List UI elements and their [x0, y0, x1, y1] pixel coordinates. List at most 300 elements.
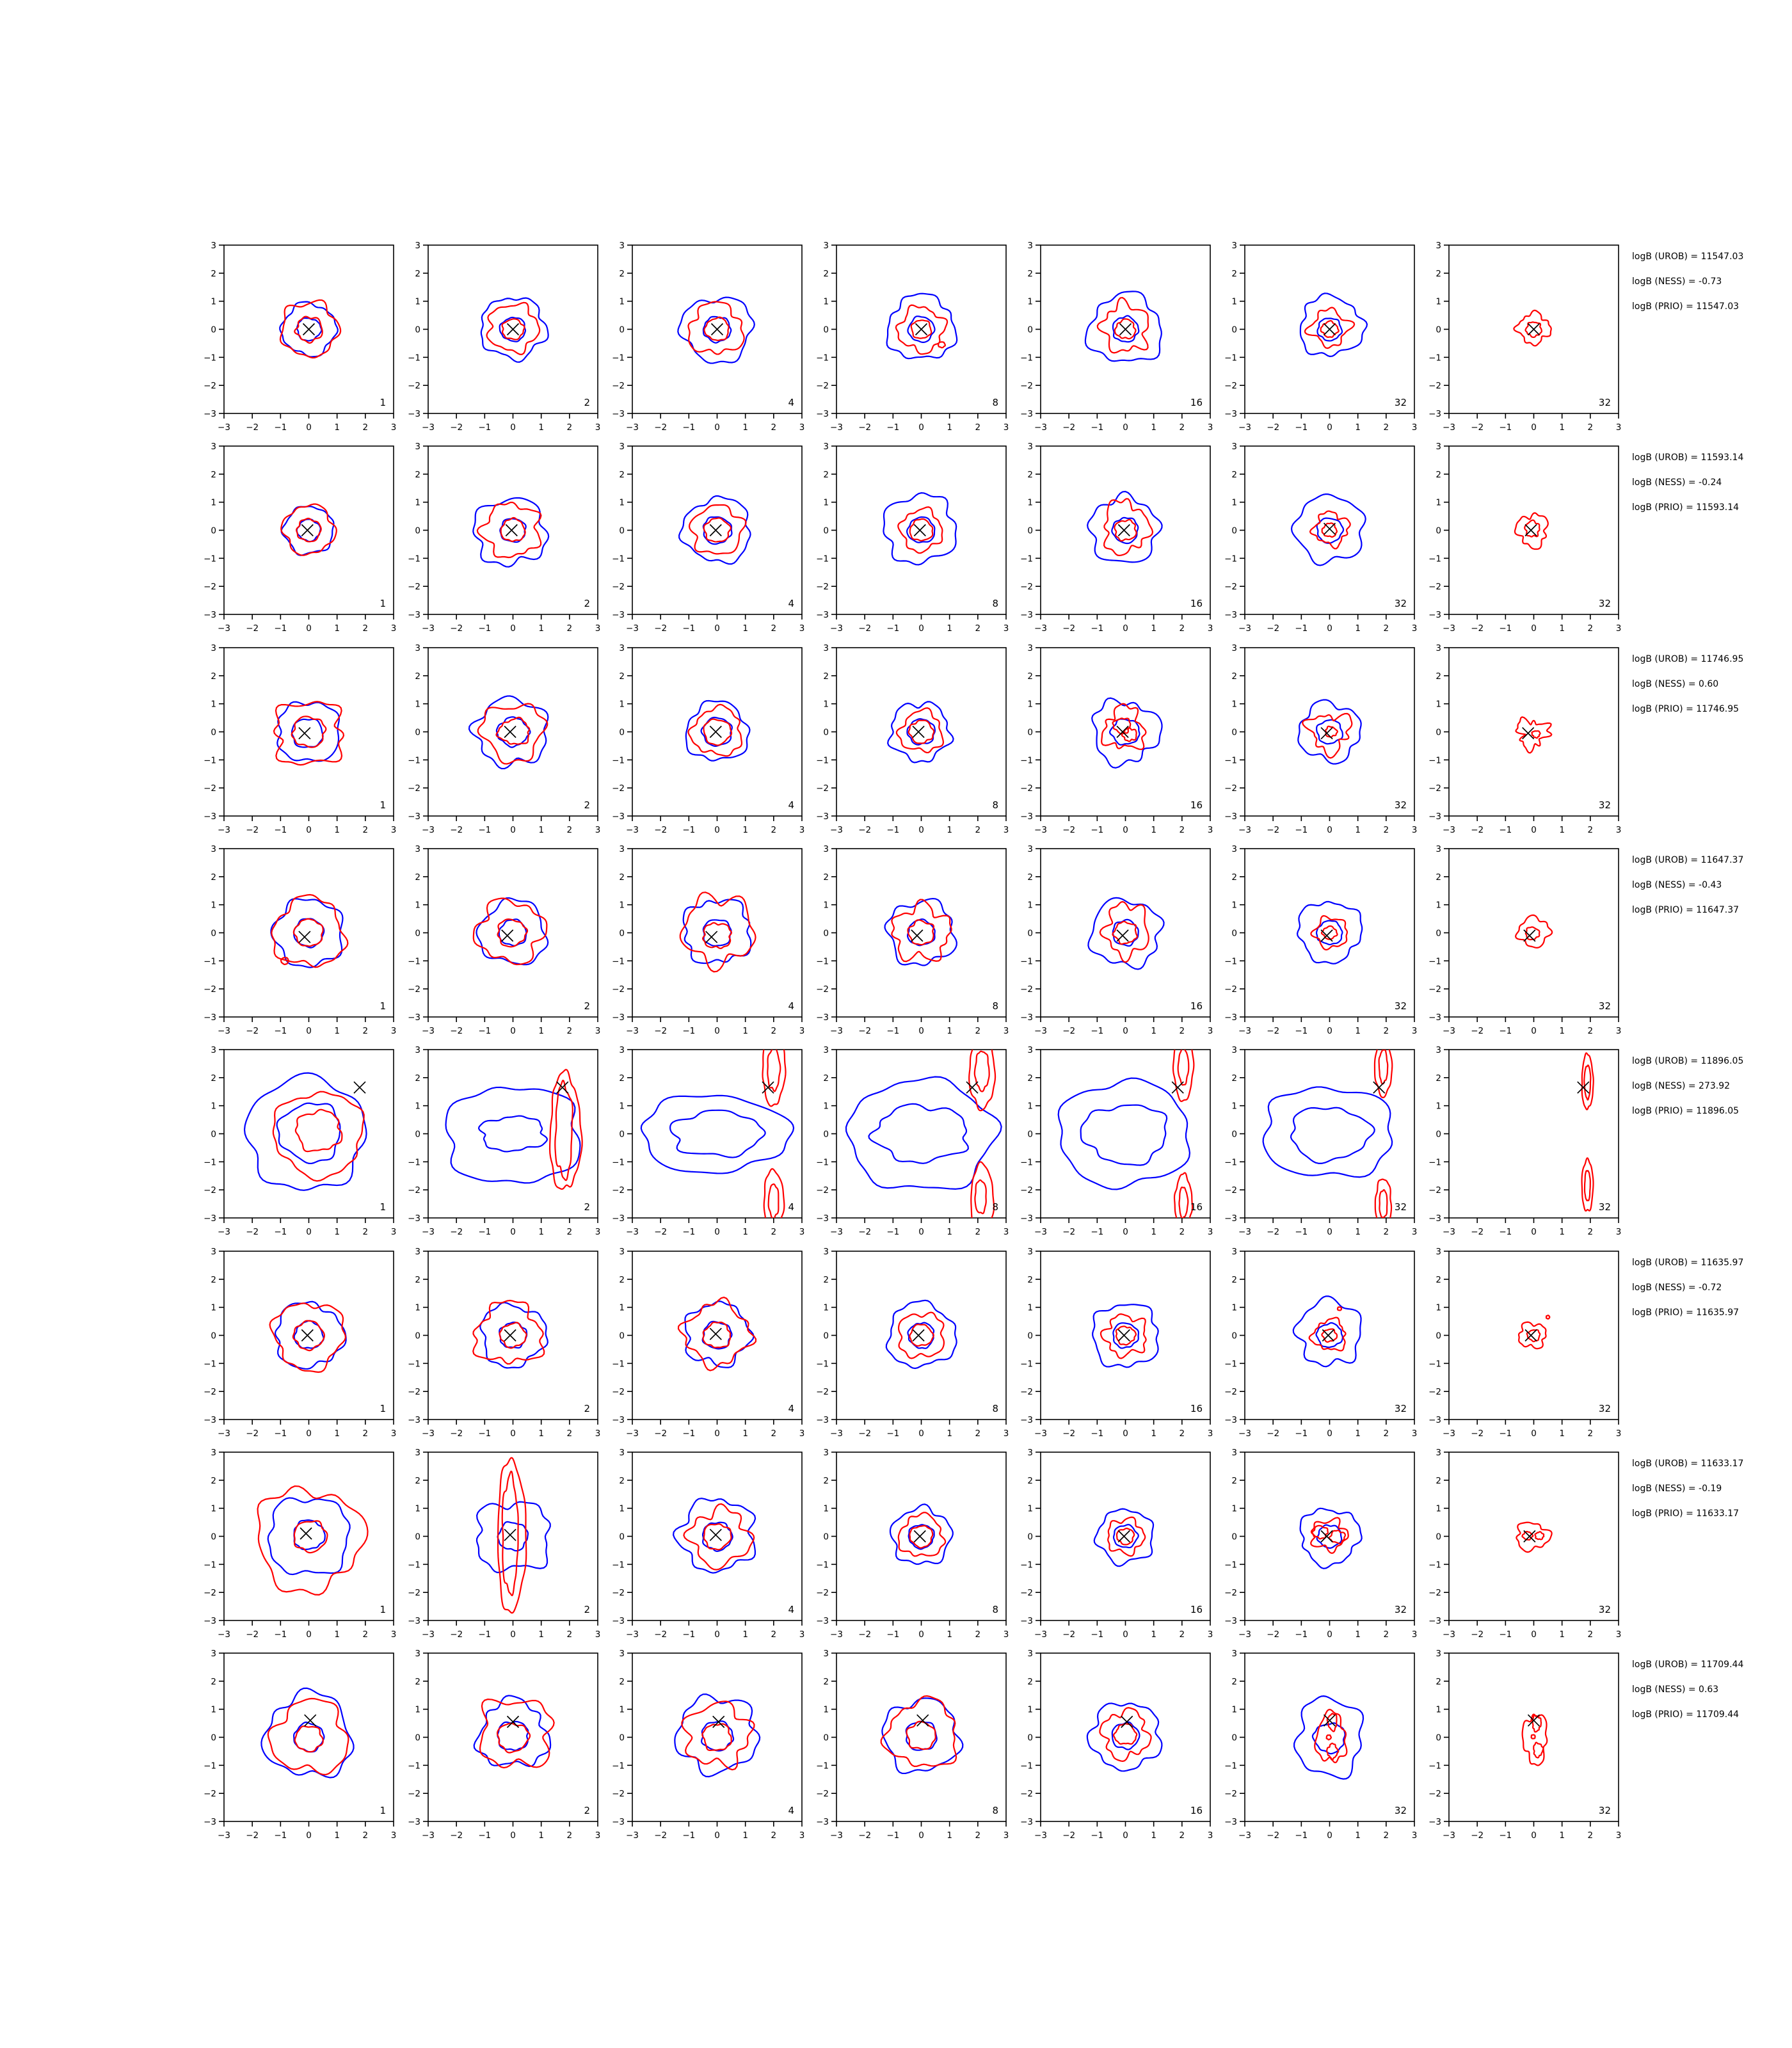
x-tick-label: −3 — [626, 1227, 639, 1238]
y-tick-label: 0 — [1231, 324, 1237, 335]
contour-panel — [607, 1244, 818, 1439]
x-tick-label: 2 — [1179, 824, 1185, 835]
x-tick-label: −2 — [1267, 1629, 1280, 1640]
red-contour — [555, 1080, 572, 1180]
y-tick-label: −1 — [204, 1157, 216, 1168]
y-tick-label: 2 — [211, 1073, 216, 1084]
x-tick-label: −2 — [1062, 1227, 1076, 1238]
y-tick-label: −2 — [1020, 1587, 1033, 1598]
x-tick-label: −1 — [274, 1830, 287, 1841]
red-contour — [498, 1458, 526, 1613]
blue-contour — [882, 1698, 963, 1773]
contour-panel — [1219, 841, 1430, 1036]
x-tick-label: 3 — [1615, 1830, 1622, 1841]
contour-panel — [198, 1645, 410, 1841]
y-tick-label: 3 — [1231, 1649, 1237, 1660]
contour-panel — [607, 1444, 818, 1640]
x-tick-label: 1 — [947, 623, 952, 634]
axes-box — [836, 446, 1006, 614]
y-tick-label: 0 — [211, 1732, 216, 1743]
x-tick-label: 3 — [1411, 623, 1418, 634]
x-tick-label: 0 — [306, 422, 312, 433]
x-tick-label: −1 — [886, 1830, 900, 1841]
blue-contour — [244, 1073, 367, 1190]
true-point-marker — [504, 1529, 516, 1540]
x-tick-label: 0 — [510, 824, 516, 835]
panel-sample-count-label: 16 — [1190, 1201, 1203, 1213]
y-tick-label: −2 — [1428, 582, 1441, 593]
x-tick-label: −1 — [1091, 1629, 1104, 1640]
y-tick-label: −3 — [204, 1213, 216, 1224]
y-tick-label: 1 — [211, 900, 216, 911]
x-tick-label: −1 — [1295, 1428, 1308, 1439]
y-tick-label: −1 — [408, 353, 420, 364]
panel-sample-count-label: 2 — [584, 1603, 590, 1615]
x-tick-label: −1 — [1091, 824, 1104, 835]
y-tick-label: 1 — [1231, 900, 1237, 911]
y-tick-label: −2 — [204, 1386, 216, 1397]
x-tick-label: 0 — [918, 1428, 924, 1439]
contour-panel — [1015, 237, 1226, 433]
y-tick-label: 0 — [1027, 727, 1033, 738]
x-tick-label: 0 — [1123, 824, 1128, 835]
y-tick-label: 3 — [211, 643, 216, 653]
y-tick-label: 1 — [415, 900, 420, 911]
logb-annotation-line: logB (UROB) = 11547.03 — [1632, 252, 1744, 262]
axes-box — [224, 1050, 394, 1218]
true-point-marker — [303, 324, 315, 335]
panel-sample-count-label: 1 — [380, 799, 386, 811]
x-tick-label: −1 — [682, 623, 696, 634]
y-tick-label: −1 — [612, 554, 625, 564]
y-tick-label: 0 — [1027, 928, 1033, 939]
x-tick-label: 3 — [1411, 1025, 1418, 1036]
y-tick-label: 3 — [1436, 844, 1441, 854]
y-tick-label: 2 — [415, 1274, 420, 1285]
blue-contour — [886, 1300, 957, 1368]
blue-contour — [907, 719, 934, 745]
x-tick-label: 2 — [1587, 1428, 1594, 1439]
panel-sample-count-label: 4 — [788, 799, 794, 811]
x-tick-label: 2 — [771, 1629, 777, 1640]
x-tick-label: −1 — [478, 824, 492, 835]
panel-sample-count-label: 1 — [380, 397, 386, 408]
y-tick-label: −1 — [1020, 1157, 1033, 1168]
x-tick-label: 0 — [306, 1629, 312, 1640]
y-tick-label: 0 — [211, 727, 216, 738]
y-tick-label: 3 — [415, 1447, 420, 1458]
y-tick-label: 0 — [415, 727, 420, 738]
y-tick-label: −1 — [612, 1157, 625, 1168]
axes-box — [632, 446, 802, 614]
x-tick-label: 1 — [1151, 1428, 1156, 1439]
y-tick-label: 2 — [1231, 1073, 1237, 1084]
y-tick-label: 0 — [415, 324, 420, 335]
y-tick-label: −3 — [408, 1615, 420, 1626]
x-tick-label: 1 — [538, 422, 544, 433]
blue-contour — [1317, 518, 1343, 543]
y-tick-label: −2 — [204, 1789, 216, 1800]
contour-panel — [607, 1042, 818, 1237]
true-point-marker — [502, 930, 513, 941]
red-contour — [1338, 1307, 1341, 1310]
x-tick-label: −1 — [682, 1025, 696, 1036]
x-tick-label: −2 — [1471, 1025, 1484, 1036]
true-point-marker — [301, 1329, 313, 1341]
y-tick-label: 0 — [211, 324, 216, 335]
y-tick-label: 0 — [823, 727, 829, 738]
contour-panel — [1015, 438, 1226, 634]
y-tick-label: −2 — [816, 381, 829, 392]
y-tick-label: −1 — [408, 956, 420, 967]
x-tick-label: −3 — [830, 1025, 843, 1036]
y-tick-label: 0 — [1231, 525, 1237, 536]
logb-annotation-line: logB (PRIO) = 11709.44 — [1632, 1709, 1740, 1720]
true-point-marker — [1120, 324, 1132, 335]
x-tick-label: 3 — [799, 824, 805, 835]
red-contour — [682, 1701, 754, 1770]
x-tick-label: 2 — [975, 623, 981, 634]
x-tick-label: −2 — [654, 1227, 668, 1238]
x-tick-label: 0 — [714, 1629, 720, 1640]
x-tick-label: 1 — [1559, 1428, 1565, 1439]
y-tick-label: 0 — [415, 1129, 420, 1140]
y-tick-label: −2 — [816, 984, 829, 995]
y-tick-label: −3 — [408, 811, 420, 822]
x-tick-label: −1 — [1499, 623, 1512, 634]
x-tick-label: 0 — [918, 1227, 924, 1238]
x-tick-label: −2 — [246, 1025, 259, 1036]
x-tick-label: −3 — [218, 1025, 230, 1036]
x-tick-label: 3 — [1003, 1629, 1009, 1640]
true-point-marker — [710, 726, 721, 737]
x-tick-label: 1 — [947, 422, 952, 433]
panel-sample-count-label: 32 — [1598, 1805, 1611, 1817]
x-tick-label: −3 — [830, 1629, 843, 1640]
x-tick-label: 3 — [1615, 1629, 1622, 1640]
y-tick-label: −3 — [1428, 1213, 1441, 1224]
x-tick-label: −3 — [1238, 1227, 1251, 1238]
red-contour — [296, 518, 321, 541]
true-point-marker — [913, 726, 924, 737]
axes-box — [1041, 1251, 1210, 1420]
axes-box — [224, 1251, 394, 1420]
blue-contour — [479, 1116, 547, 1152]
x-tick-label: −3 — [218, 1629, 230, 1640]
panel-sample-count-label: 2 — [584, 1805, 590, 1817]
x-tick-label: 3 — [595, 824, 601, 835]
x-tick-label: −1 — [1091, 1830, 1104, 1841]
x-tick-label: −1 — [886, 1629, 900, 1640]
panel-sample-count-label: 32 — [1394, 1000, 1407, 1012]
x-tick-label: −2 — [450, 1227, 463, 1238]
y-tick-label: −2 — [408, 984, 420, 995]
y-tick-label: −1 — [1020, 353, 1033, 364]
y-tick-label: 0 — [1436, 928, 1441, 939]
y-tick-label: 2 — [1231, 1475, 1237, 1486]
contour-panel — [811, 1645, 1022, 1841]
x-tick-label: 2 — [1179, 422, 1185, 433]
contour-panel — [198, 438, 410, 634]
red-contour — [689, 505, 746, 554]
axes-box — [632, 849, 802, 1017]
y-tick-label: 3 — [823, 643, 829, 653]
true-point-marker — [299, 931, 310, 943]
x-tick-label: 3 — [1615, 1428, 1622, 1439]
y-tick-label: −3 — [1020, 1615, 1033, 1626]
contour-panel — [1423, 1244, 1635, 1439]
y-tick-label: 3 — [1027, 241, 1033, 251]
x-tick-label: 2 — [1587, 623, 1594, 634]
x-tick-label: 2 — [566, 1025, 573, 1036]
y-tick-label: 3 — [211, 1246, 216, 1257]
red-contour — [763, 1042, 786, 1106]
x-tick-label: 0 — [306, 1025, 312, 1036]
axes-box — [224, 648, 394, 816]
panel-sample-count-label: 1 — [380, 1201, 386, 1213]
contour-panel — [1219, 1645, 1430, 1841]
red-contour — [1546, 1315, 1549, 1318]
y-tick-label: −3 — [204, 610, 216, 621]
blue-contour — [277, 701, 339, 761]
x-tick-label: −1 — [1091, 1428, 1104, 1439]
contour-panel — [1219, 640, 1430, 835]
y-tick-label: −2 — [816, 1789, 829, 1800]
y-tick-label: 3 — [211, 442, 216, 452]
x-tick-label: 1 — [538, 1025, 544, 1036]
y-tick-label: 0 — [823, 1532, 829, 1542]
x-tick-label: 3 — [595, 1830, 601, 1841]
y-tick-label: −1 — [1224, 1157, 1237, 1168]
y-tick-label: 3 — [1027, 844, 1033, 854]
y-tick-label: −2 — [1020, 1386, 1033, 1397]
red-contour — [1100, 902, 1149, 962]
contour-panel — [1015, 1042, 1226, 1237]
y-tick-label: 1 — [1231, 1302, 1237, 1313]
y-tick-label: 1 — [823, 699, 829, 710]
x-tick-label: 0 — [714, 1227, 720, 1238]
panel-sample-count-label: 32 — [1394, 397, 1407, 408]
x-tick-label: −1 — [274, 1025, 287, 1036]
x-tick-label: 1 — [947, 1629, 952, 1640]
x-tick-label: 3 — [1207, 1629, 1213, 1640]
y-tick-label: −2 — [408, 381, 420, 392]
y-tick-label: 2 — [415, 268, 420, 279]
y-tick-label: −2 — [204, 582, 216, 593]
x-tick-label: −1 — [1091, 422, 1104, 433]
y-tick-label: −3 — [612, 409, 625, 419]
x-tick-label: 0 — [510, 1830, 516, 1841]
x-tick-label: 0 — [510, 1227, 516, 1238]
x-tick-label: 3 — [390, 1025, 397, 1036]
axes-box — [836, 1050, 1006, 1218]
x-tick-label: 3 — [1411, 824, 1418, 835]
true-point-marker — [504, 726, 516, 737]
x-tick-label: −2 — [1062, 1428, 1076, 1439]
x-tick-label: 0 — [714, 824, 720, 835]
y-tick-label: 1 — [1027, 1101, 1033, 1112]
red-contour — [1379, 1190, 1387, 1217]
x-tick-label: 2 — [1383, 1227, 1389, 1238]
x-tick-label: 0 — [1123, 1428, 1128, 1439]
y-tick-label: 1 — [823, 1302, 829, 1313]
x-tick-label: 1 — [742, 824, 748, 835]
x-tick-label: 3 — [1207, 1025, 1213, 1036]
x-tick-label: −1 — [1091, 623, 1104, 634]
y-tick-label: −1 — [1020, 956, 1033, 967]
x-tick-label: 2 — [566, 422, 573, 433]
x-tick-label: 0 — [714, 623, 720, 634]
x-tick-label: 1 — [1355, 422, 1361, 433]
x-tick-label: −2 — [1471, 1227, 1484, 1238]
red-contour — [688, 704, 742, 755]
y-tick-label: 0 — [619, 324, 625, 335]
y-tick-label: −2 — [1020, 1789, 1033, 1800]
panel-sample-count-label: 32 — [1598, 598, 1611, 610]
y-tick-label: −2 — [816, 1185, 829, 1196]
x-tick-label: 1 — [334, 1025, 340, 1036]
x-tick-label: −1 — [274, 1428, 287, 1439]
x-tick-label: −2 — [246, 1428, 259, 1439]
x-tick-label: −1 — [886, 1025, 900, 1036]
y-tick-label: 1 — [211, 497, 216, 508]
x-tick-label: −1 — [1295, 623, 1308, 634]
y-tick-label: 2 — [1231, 268, 1237, 279]
y-tick-label: 3 — [619, 1246, 625, 1257]
y-tick-label: −1 — [408, 1761, 420, 1772]
x-tick-label: 1 — [334, 623, 340, 634]
y-tick-label: −1 — [612, 1761, 625, 1772]
x-tick-label: 3 — [1615, 1025, 1622, 1036]
y-tick-label: −1 — [816, 1157, 829, 1168]
x-tick-label: 3 — [1207, 824, 1213, 835]
x-tick-label: −3 — [830, 623, 843, 634]
y-tick-label: 1 — [823, 1704, 829, 1715]
contour-panel — [403, 1042, 614, 1237]
y-tick-label: 1 — [1231, 1704, 1237, 1715]
x-tick-label: −3 — [1238, 1428, 1251, 1439]
y-tick-label: 3 — [415, 442, 420, 452]
x-tick-label: −1 — [478, 623, 492, 634]
x-tick-label: 3 — [1003, 1830, 1009, 1841]
x-tick-label: 1 — [538, 1830, 544, 1841]
logb-annotation-line: logB (NESS) = -0.72 — [1632, 1282, 1722, 1293]
blue-contour — [1088, 898, 1164, 970]
axes-box — [632, 1653, 802, 1821]
y-tick-label: 2 — [211, 1475, 216, 1486]
y-tick-label: −3 — [1428, 409, 1441, 419]
y-tick-label: −1 — [816, 353, 829, 364]
x-tick-label: 1 — [334, 1428, 340, 1439]
contour-panel — [607, 237, 818, 433]
logb-annotation-block — [1632, 1660, 1792, 1734]
x-tick-label: 0 — [1327, 1629, 1332, 1640]
y-tick-label: 2 — [823, 1274, 829, 1285]
axes-box — [428, 1251, 598, 1420]
contour-panel — [1015, 640, 1226, 835]
x-tick-label: 0 — [510, 1629, 516, 1640]
red-contour — [1305, 308, 1354, 349]
x-tick-label: 1 — [538, 1227, 544, 1238]
x-tick-label: 2 — [1587, 1227, 1594, 1238]
blue-contour — [883, 493, 956, 564]
panel-sample-count-label: 16 — [1190, 1805, 1203, 1817]
x-tick-label: −1 — [1295, 824, 1308, 835]
x-tick-label: 1 — [1151, 824, 1156, 835]
x-tick-label: 2 — [566, 1227, 573, 1238]
red-contour — [769, 1184, 779, 1219]
x-tick-label: 2 — [975, 1830, 981, 1841]
x-tick-label: 1 — [334, 422, 340, 433]
true-point-marker — [911, 930, 923, 941]
red-contour — [907, 1722, 936, 1749]
panel-sample-count-label: 4 — [788, 1805, 794, 1817]
y-tick-label: 3 — [619, 1447, 625, 1458]
x-tick-label: 0 — [510, 422, 516, 433]
panel-sample-count-label: 8 — [992, 598, 998, 610]
red-contour — [1116, 1326, 1136, 1345]
y-tick-label: 0 — [1027, 324, 1033, 335]
y-tick-label: 0 — [1027, 525, 1033, 536]
contour-panel — [198, 1444, 410, 1640]
y-tick-label: −2 — [1224, 1789, 1237, 1800]
axes-box — [1245, 1251, 1414, 1420]
x-tick-label: −1 — [274, 623, 287, 634]
y-tick-label: 3 — [1231, 1045, 1237, 1056]
y-tick-label: −3 — [1020, 811, 1033, 822]
axes-box — [836, 1653, 1006, 1821]
true-point-marker — [1324, 324, 1336, 335]
contour-panel — [198, 841, 410, 1036]
y-tick-label: −3 — [612, 610, 625, 621]
y-tick-label: −3 — [1428, 1817, 1441, 1828]
blue-contour — [1300, 1508, 1362, 1569]
x-tick-label: 2 — [771, 1428, 777, 1439]
contour-panel — [1219, 1042, 1430, 1237]
panel-sample-count-label: 4 — [788, 1603, 794, 1615]
logb-annotation-line: logB (PRIO) = 11647.37 — [1632, 904, 1740, 915]
x-tick-label: 3 — [1615, 824, 1622, 835]
y-tick-label: 3 — [211, 1447, 216, 1458]
red-contour — [1114, 520, 1136, 541]
true-point-marker — [1118, 525, 1130, 536]
x-tick-label: 2 — [771, 623, 777, 634]
y-tick-label: 1 — [1027, 296, 1033, 307]
y-tick-label: 1 — [1436, 900, 1441, 911]
x-tick-label: 2 — [566, 1629, 573, 1640]
x-tick-label: 3 — [1411, 422, 1418, 433]
blue-contour — [675, 1694, 760, 1777]
x-tick-label: 3 — [595, 623, 601, 634]
y-tick-label: 1 — [211, 1704, 216, 1715]
y-tick-label: −2 — [408, 1789, 420, 1800]
panel-sample-count-label: 32 — [1394, 799, 1407, 811]
x-tick-label: 1 — [1559, 1025, 1565, 1036]
y-tick-label: −1 — [204, 554, 216, 564]
true-point-marker — [1121, 1716, 1133, 1727]
y-tick-label: 0 — [211, 525, 216, 536]
x-tick-label: −2 — [246, 1629, 259, 1640]
y-tick-label: −1 — [816, 1358, 829, 1369]
contour-panel — [1219, 1444, 1430, 1640]
logb-annotation-block — [1632, 1258, 1792, 1332]
x-tick-label: −2 — [858, 824, 872, 835]
red-contour — [938, 342, 945, 348]
panel-sample-count-label: 2 — [584, 1000, 590, 1012]
red-contour — [1516, 1522, 1551, 1551]
y-tick-label: 2 — [619, 1475, 625, 1486]
true-point-marker — [712, 324, 723, 335]
